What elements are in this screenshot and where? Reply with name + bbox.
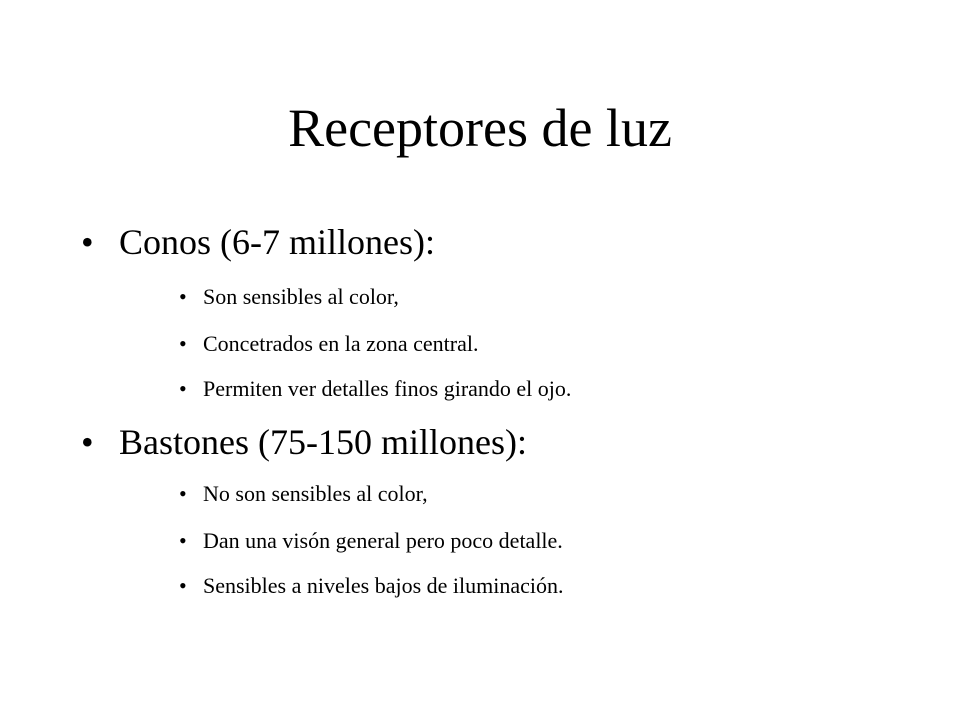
sub-bullet-text: Concetrados en la zona central. [203, 331, 479, 356]
slide-title: Receptores de luz [288, 98, 672, 158]
sub-bullet-item [179, 480, 428, 508]
sub-bullet-text: Son sensibles al color, [203, 284, 399, 309]
sub-bullet-text: Sensibles a niveles bajos de iluminación. [203, 573, 564, 598]
sub-bullet-text: Dan una visón general pero poco detalle. [203, 528, 563, 553]
sub-bullet-text: No son sensibles al color, [203, 481, 428, 506]
sub-bullet-item [179, 527, 563, 555]
sub-bullet-item [179, 330, 479, 358]
heading-text: Conos (6-7 millones): [119, 222, 435, 262]
bullet-glyph: • [81, 222, 94, 262]
heading-text: Bastones (75-150 millones): [119, 422, 527, 462]
sub-bullet-glyph: • [179, 481, 187, 506]
sub-bullet-glyph: • [179, 376, 187, 401]
sub-bullet-text: Permiten ver detalles finos girando el ojo. [203, 376, 572, 401]
sub-bullet-item [179, 283, 399, 311]
bullet-heading-conos [81, 220, 435, 264]
bullet-glyph: • [81, 422, 94, 462]
sub-bullet-glyph: • [179, 331, 187, 356]
sub-bullet-glyph: • [179, 573, 187, 598]
bullet-heading-bastones [81, 420, 527, 464]
sub-bullet-glyph: • [179, 528, 187, 553]
sub-bullet-glyph: • [179, 284, 187, 309]
sub-bullet-item [179, 375, 572, 403]
sub-bullet-item [179, 572, 564, 600]
